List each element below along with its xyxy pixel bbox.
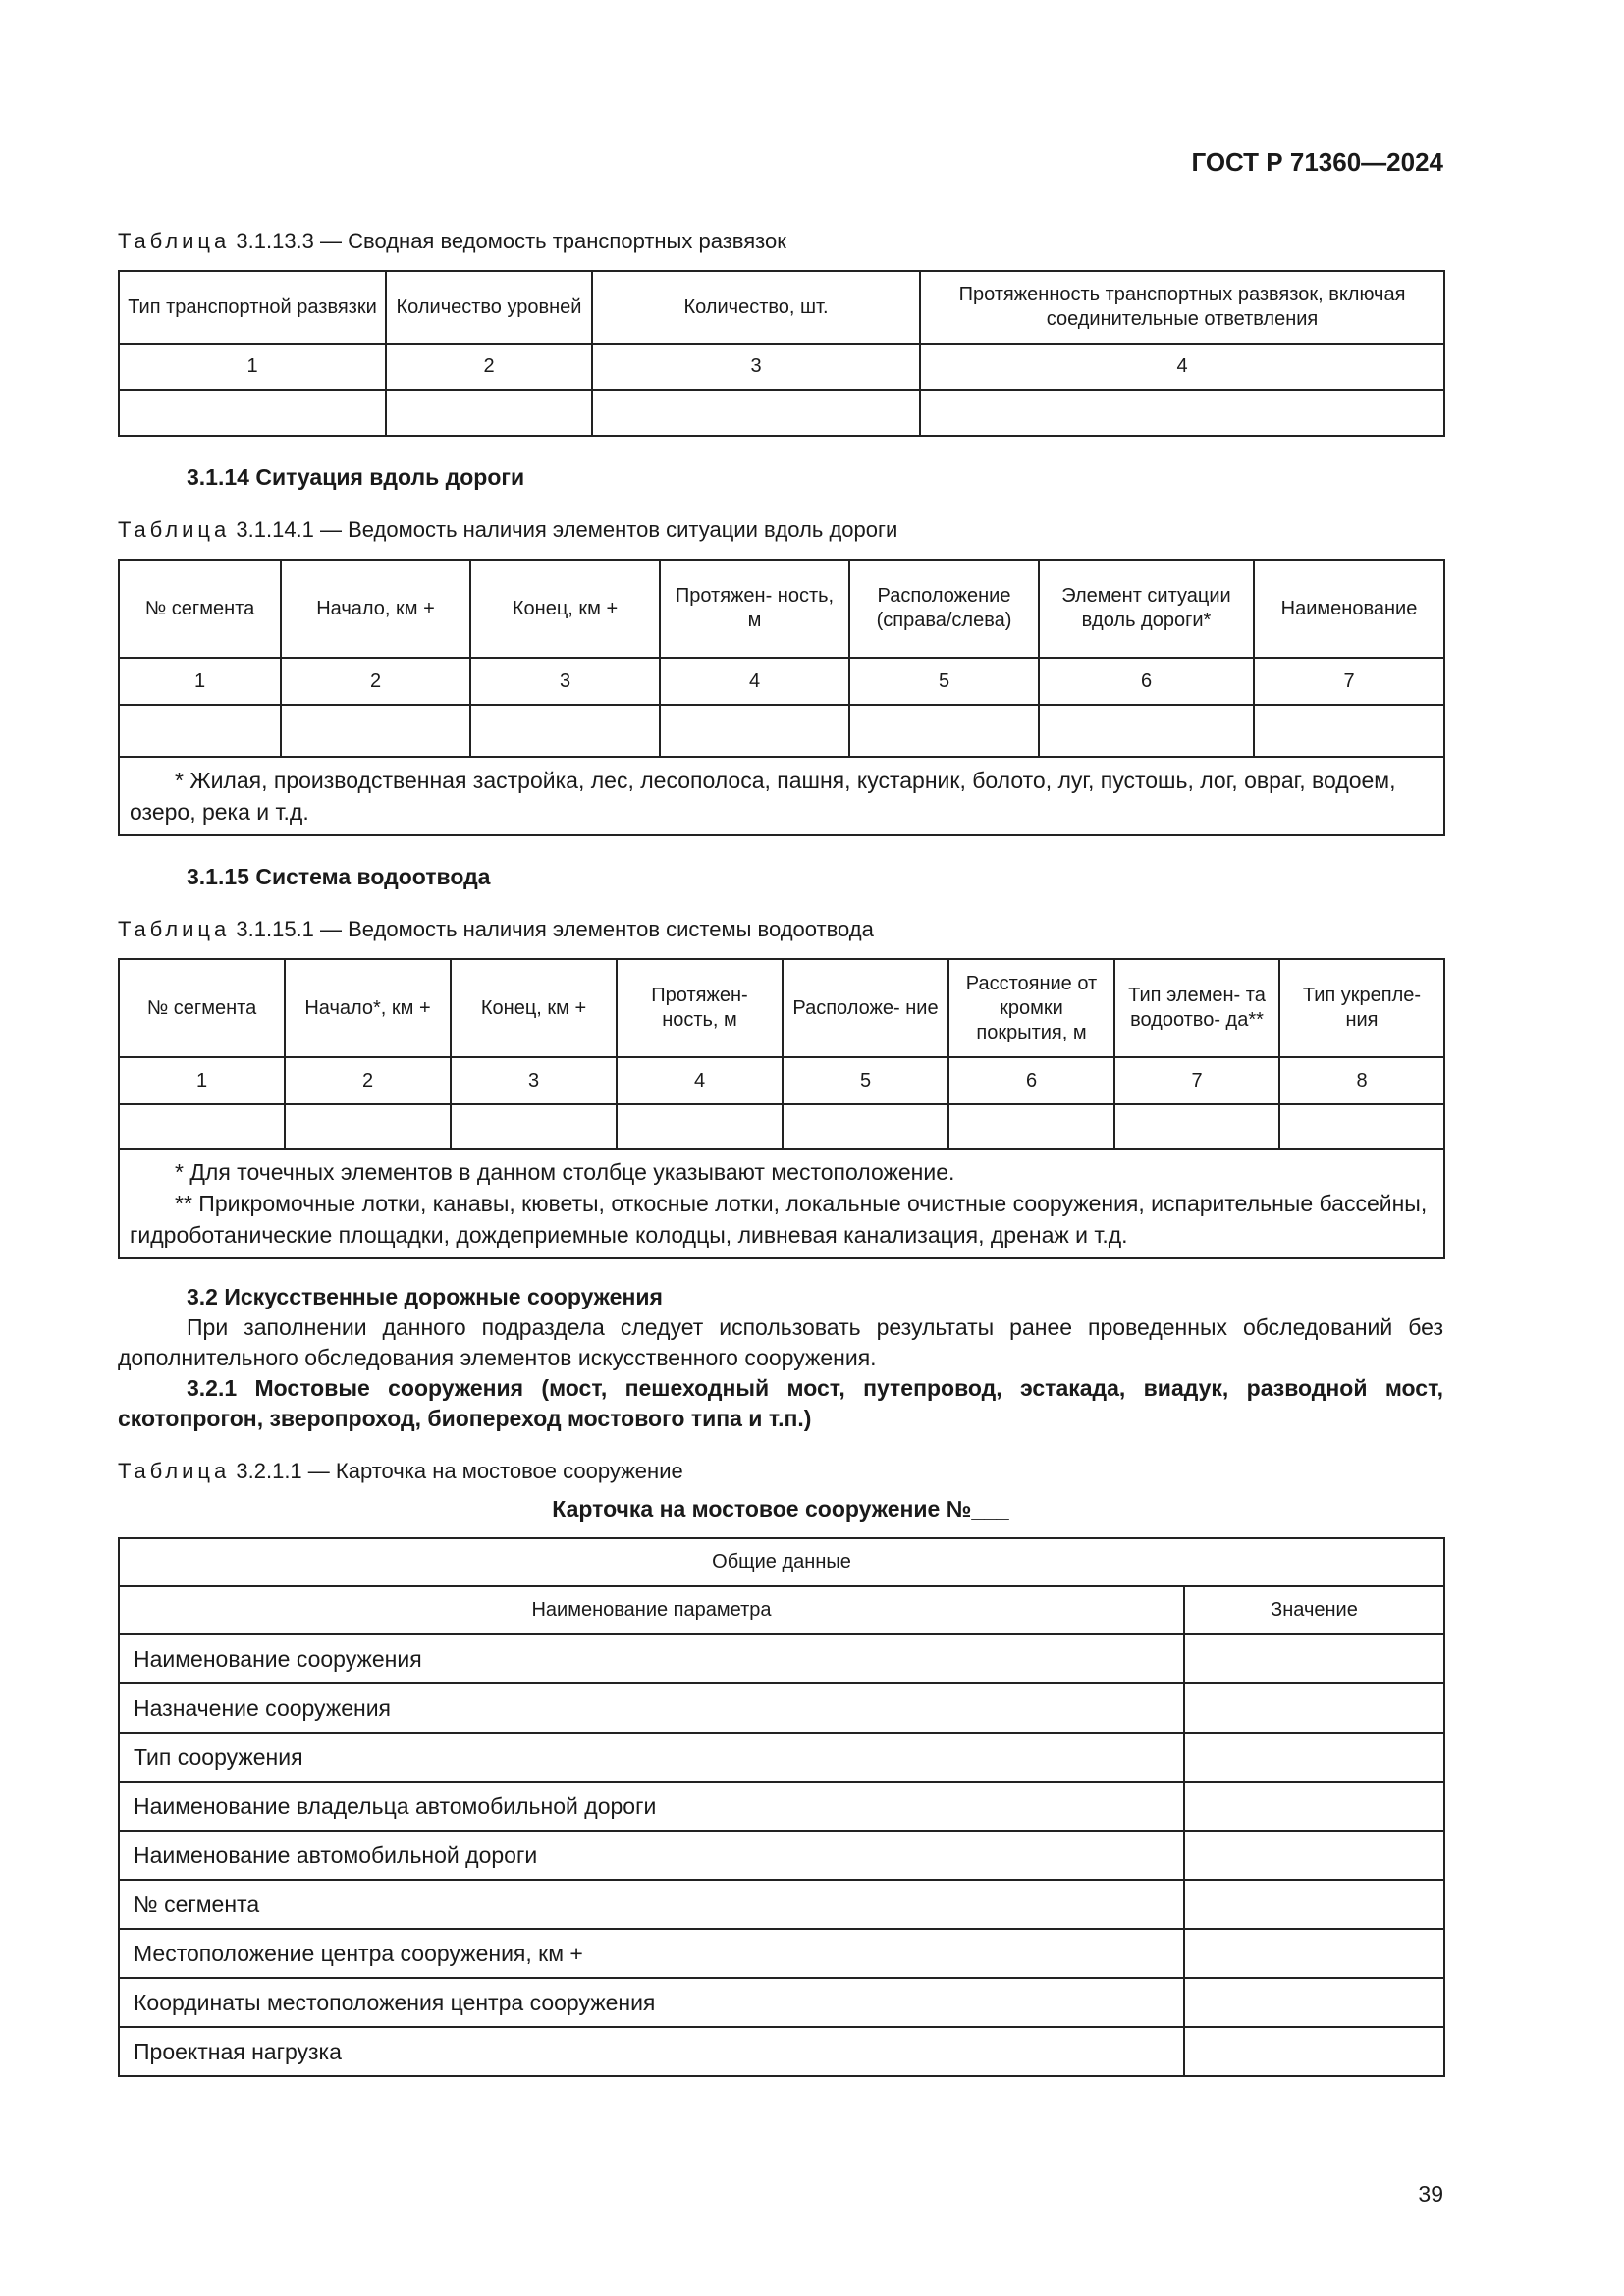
- header-cell: Количество, шт.: [592, 271, 920, 344]
- caption-text: 3.1.13.3 — Сводная ведомость транспортных развязок: [236, 229, 786, 253]
- empty-cell: [386, 390, 592, 436]
- section-title: 3.1.15 Система водоотвода: [187, 864, 491, 889]
- parameter-name-cell: Координаты местоположения центра сооружения: [119, 1978, 1184, 2027]
- column-number: 4: [920, 344, 1444, 390]
- table-header-row: [119, 560, 1444, 658]
- column-number: 2: [386, 344, 592, 390]
- column-number: 1: [119, 344, 386, 390]
- header-cell: Протяжен- ность, м: [660, 560, 849, 658]
- empty-cell: [1254, 705, 1444, 757]
- table-number-row: [119, 344, 1444, 390]
- table-row: [119, 1782, 1444, 1831]
- header-cell: Элемент ситуации вдоль дороги*: [1039, 560, 1254, 658]
- empty-cell: [783, 1104, 948, 1149]
- parameter-name-cell: Тип сооружения: [119, 1733, 1184, 1782]
- column-number: 4: [660, 658, 849, 705]
- value-cell: [1184, 1929, 1444, 1978]
- table-number-row: [119, 658, 1444, 705]
- table-note-row: [119, 757, 1444, 835]
- header-cell: Конец, км +: [451, 959, 617, 1057]
- table-caption: [118, 229, 786, 254]
- caption-word: Таблица: [118, 229, 231, 253]
- table-row: [119, 1683, 1444, 1733]
- column-number: 3: [451, 1057, 617, 1104]
- table-note-row: [119, 1149, 1444, 1258]
- subsection-title: 3.2.1 Мостовые сооружения (мост, пешеходный мост, путепровод, эстакада, виадук, разводной мост, скотопрогон, зверопроход, биопереход мостового типа и т.п.): [118, 1375, 1443, 1431]
- table-empty-row: [119, 705, 1444, 757]
- header-cell: № сегмента: [119, 560, 281, 658]
- column-number: 7: [1114, 1057, 1279, 1104]
- value-cell: [1184, 1733, 1444, 1782]
- value-cell: [1184, 1683, 1444, 1733]
- table-caption: [118, 917, 874, 942]
- column-number: 1: [119, 658, 281, 705]
- value-cell: [1184, 1782, 1444, 1831]
- header-cell: Расположение (справа/слева): [849, 560, 1039, 658]
- empty-cell: [119, 1104, 285, 1149]
- header-cell: Конец, км +: [470, 560, 660, 658]
- footnote-line: [130, 1156, 1434, 1188]
- empty-cell: [470, 705, 660, 757]
- page-number: 39: [1418, 2181, 1443, 2207]
- section-title: 3.1.14 Ситуация вдоль дороги: [187, 464, 525, 490]
- table-header-row: [119, 959, 1444, 1057]
- table-empty-row: [119, 390, 1444, 436]
- table-caption: [118, 517, 897, 543]
- caption-word: Таблица: [118, 517, 231, 542]
- header-cell: Количество уровней: [386, 271, 592, 344]
- group-header-cell: Общие данные: [119, 1538, 1444, 1586]
- empty-cell: [281, 705, 470, 757]
- table-roadside-situation: [118, 559, 1445, 836]
- column-number: 8: [1279, 1057, 1444, 1104]
- footnote-text: * Жилая, производственная застройка, лес, лесополоса, пашня, кустарник, болото, луг, пустошь, лог, овраг, водоем, озеро, река и т.д.: [130, 767, 1396, 825]
- table-row: [119, 1831, 1444, 1880]
- table-header-row: [119, 271, 1444, 344]
- column-number: 2: [285, 1057, 451, 1104]
- header-cell: Расположе- ние: [783, 959, 948, 1057]
- table-transport-interchanges: [118, 270, 1445, 437]
- column-number: 6: [948, 1057, 1114, 1104]
- header-cell: Тип элемен- та водоотво- да**: [1114, 959, 1279, 1057]
- empty-cell: [119, 705, 281, 757]
- column-number: 3: [470, 658, 660, 705]
- column-number: 4: [617, 1057, 783, 1104]
- header-cell: Расстояние от кромки покрытия, м: [948, 959, 1114, 1057]
- empty-cell: [617, 1104, 783, 1149]
- parameter-name-cell: Наименование сооружения: [119, 1634, 1184, 1683]
- column-number: 5: [849, 658, 1039, 705]
- header-cell: Начало, км +: [281, 560, 470, 658]
- value-cell: [1184, 1634, 1444, 1683]
- table-row: [119, 1733, 1444, 1782]
- parameter-name-cell: Проектная нагрузка: [119, 2027, 1184, 2076]
- empty-cell: [948, 1104, 1114, 1149]
- column-number: 7: [1254, 658, 1444, 705]
- parameter-name-cell: № сегмента: [119, 1880, 1184, 1929]
- value-cell: [1184, 1978, 1444, 2027]
- parameter-name-cell: Наименование автомобильной дороги: [119, 1831, 1184, 1880]
- empty-cell: [592, 390, 920, 436]
- table-row: [119, 1880, 1444, 1929]
- caption-word: Таблица: [118, 1459, 231, 1483]
- table-group-header-row: [119, 1538, 1444, 1586]
- footnote-text: * Для точечных элементов в данном столбце указывают местоположение.: [175, 1159, 955, 1185]
- parameter-name-cell: Наименование владельца автомобильной дороги: [119, 1782, 1184, 1831]
- column-number: 6: [1039, 658, 1254, 705]
- empty-cell: [1114, 1104, 1279, 1149]
- table-row: [119, 1978, 1444, 2027]
- caption-text: 3.1.14.1 — Ведомость наличия элементов ситуации вдоль дороги: [236, 517, 898, 542]
- empty-cell: [285, 1104, 451, 1149]
- header-cell: Начало*, км +: [285, 959, 451, 1057]
- footnote-text: ** Прикромочные лотки, канавы, кюветы, откосные лотки, локальные очистные сооружения, испарительные бассейны, гидроботанические площадки, дождеприемные колодцы, ливневая канализация, дренаж и т.д.: [130, 1191, 1428, 1249]
- caption-text: 3.2.1.1 — Карточка на мостовое сооружение: [236, 1459, 683, 1483]
- section-paragraph: При заполнении данного подраздела следует использовать результаты ранее проведенных обследований без дополнительного обследования элементов искусственного сооружения.: [118, 1314, 1443, 1370]
- empty-cell: [451, 1104, 617, 1149]
- header-cell: Наименование параметра: [119, 1586, 1184, 1634]
- empty-cell: [1039, 705, 1254, 757]
- header-cell: № сегмента: [119, 959, 285, 1057]
- table-header-row: [119, 1586, 1444, 1634]
- table-row: [119, 1634, 1444, 1683]
- table-caption: [118, 1459, 683, 1484]
- empty-cell: [1279, 1104, 1444, 1149]
- empty-cell: [920, 390, 1444, 436]
- column-number: 1: [119, 1057, 285, 1104]
- document-standard-number: ГОСТ Р 71360—2024: [1191, 147, 1443, 177]
- header-cell: Тип транспортной развязки: [119, 271, 386, 344]
- header-cell: Наименование: [1254, 560, 1444, 658]
- header-cell: Протяженность транспортных развязок, включая соединительные ответвления: [920, 271, 1444, 344]
- table-bridge-card: [118, 1537, 1445, 2077]
- parameter-name-cell: Назначение сооружения: [119, 1683, 1184, 1733]
- card-title: Карточка на мостовое сооружение №___: [552, 1496, 1009, 1522]
- value-cell: [1184, 2027, 1444, 2076]
- table-empty-row: [119, 1104, 1444, 1149]
- value-cell: [1184, 1831, 1444, 1880]
- caption-text: 3.1.15.1 — Ведомость наличия элементов системы водоотвода: [236, 917, 874, 941]
- empty-cell: [119, 390, 386, 436]
- caption-word: Таблица: [118, 917, 231, 941]
- column-number: 2: [281, 658, 470, 705]
- header-cell: Тип укрепле- ния: [1279, 959, 1444, 1057]
- header-cell: Протяжен- ность, м: [617, 959, 783, 1057]
- column-number: 5: [783, 1057, 948, 1104]
- footnote-line: [130, 1188, 1434, 1251]
- table-number-row: [119, 1057, 1444, 1104]
- table-row: [119, 2027, 1444, 2076]
- section-title: 3.2 Искусственные дорожные сооружения: [187, 1284, 663, 1309]
- header-cell: Значение: [1184, 1586, 1444, 1634]
- column-number: 3: [592, 344, 920, 390]
- table-row: [119, 1929, 1444, 1978]
- table-footnote: [119, 757, 1444, 835]
- empty-cell: [849, 705, 1039, 757]
- table-footnote: [119, 1149, 1444, 1258]
- empty-cell: [660, 705, 849, 757]
- parameter-name-cell: Местоположение центра сооружения, км +: [119, 1929, 1184, 1978]
- value-cell: [1184, 1880, 1444, 1929]
- table-drainage-system: [118, 958, 1445, 1259]
